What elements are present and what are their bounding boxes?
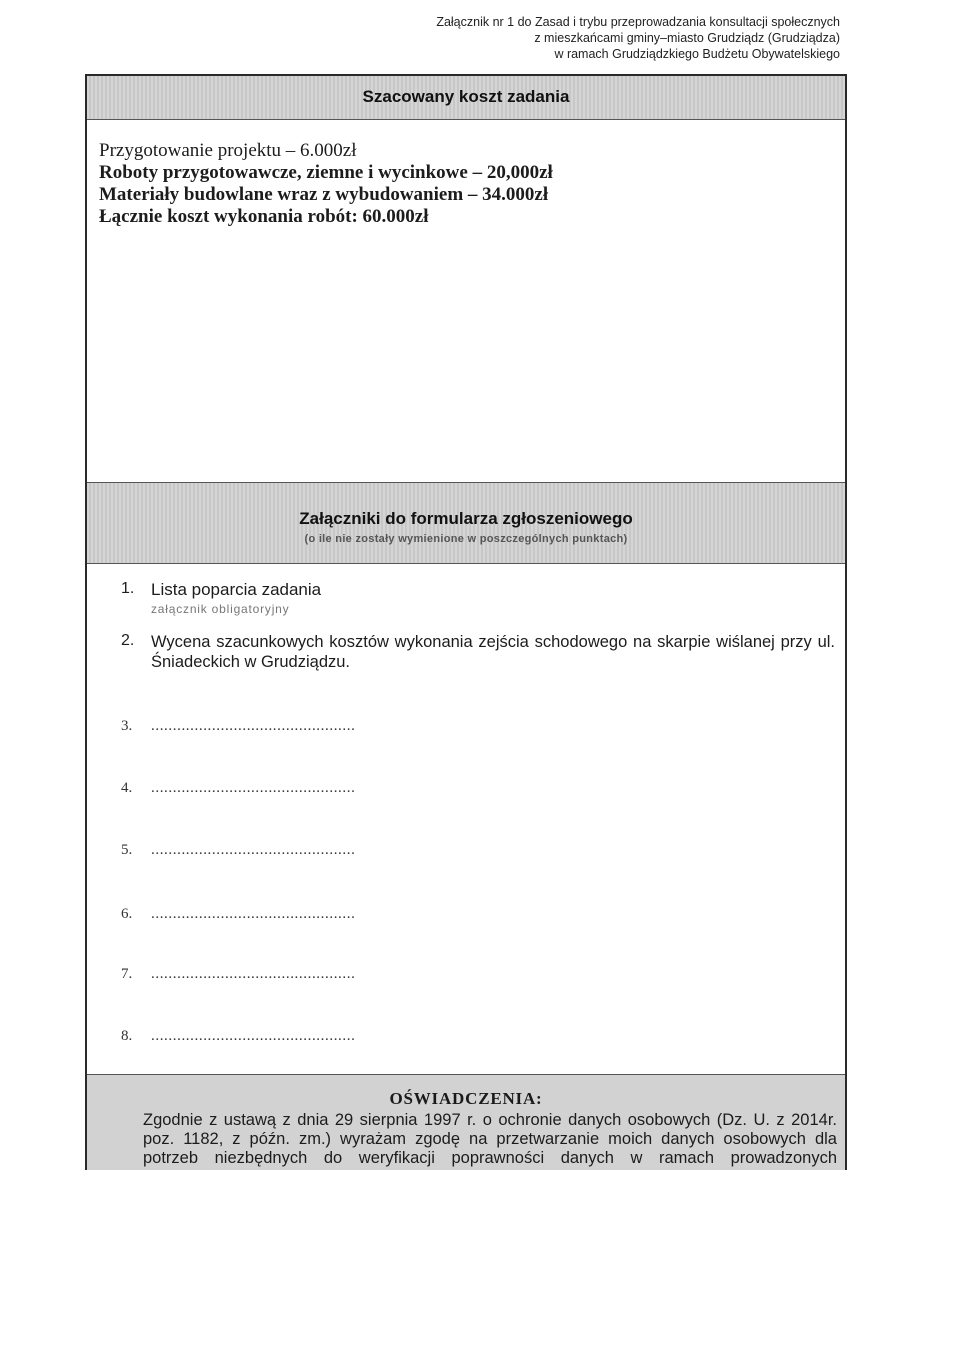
- attachment-item-6-number: 6.: [121, 906, 133, 922]
- attachment-item-3[interactable]: [121, 718, 355, 735]
- attachment-item-7-number: 7.: [121, 966, 133, 982]
- attachment-item-5-blank[interactable]: ...............................................: [151, 842, 356, 858]
- header-line-1: Załącznik nr 1 do Zasad i trybu przeprowadzania konsultacji społecznych: [436, 15, 840, 29]
- attachment-item-4-number: 4.: [121, 780, 133, 796]
- declarations-text: Zgodnie z ustawą z dnia 29 sierpnia 1997 r. o ochronie danych osobowych (Dz. U. z 2014r. poz. 1182, z późn. zm.) wyrażam zgodę na przetwarzanie moich danych osobowych dla potrzeb niezbędnych do weryfikacji poprawności danych w ramach prowadzonych: [143, 1111, 837, 1167]
- attachment-item-2-text: Wycena szacunkowych kosztów wykonania zejścia schodowego na skarpie wiślanej przy ul. Śniadeckich w Grudziądzu.: [151, 633, 835, 671]
- cost-line-total: Łącznie koszt wykonania robót: 60.000zł: [99, 206, 429, 227]
- attachments-section-header: [87, 482, 845, 564]
- declarations-title: OŚWIADCZENIA:: [389, 1089, 543, 1108]
- attachment-item-8[interactable]: [121, 1028, 355, 1045]
- attachment-item-6-blank[interactable]: ...............................................: [151, 906, 356, 922]
- attachment-item-5-number: 5.: [121, 842, 133, 858]
- attachment-item-1-note: załącznik obligatoryjny: [151, 602, 290, 616]
- attachment-item-6[interactable]: [121, 906, 355, 923]
- attachment-item-1-number: 1.: [121, 580, 135, 597]
- attachment-item-7-blank[interactable]: ...............................................: [151, 966, 356, 982]
- attachment-item-4-blank[interactable]: ...............................................: [151, 780, 356, 796]
- attachment-item-4[interactable]: [121, 780, 355, 797]
- cost-line-preparatory-works: Roboty przygotowawcze, ziemne i wycinkowe – 20,000zł: [99, 162, 553, 183]
- cost-section-title: Szacowany koszt zadania: [362, 87, 570, 106]
- header-line-3: w ramach Grudziądzkiego Budżetu Obywatelskiego: [554, 47, 840, 61]
- attachment-item-8-blank[interactable]: ...............................................: [151, 1028, 356, 1044]
- declarations-section: [87, 1074, 845, 1170]
- attachment-item-2: [115, 632, 835, 672]
- cost-breakdown: [99, 140, 553, 228]
- attachment-item-3-blank[interactable]: ...............................................: [151, 718, 356, 734]
- attachment-item-2-number: 2.: [121, 632, 135, 649]
- attachment-item-8-number: 8.: [121, 1028, 133, 1044]
- form-frame: [85, 74, 847, 1170]
- cost-section-header: [87, 76, 845, 120]
- attachment-header-note: [280, 14, 840, 62]
- attachments-section-title: Załączniki do formularza zgłoszeniowego: [299, 509, 633, 528]
- attachment-item-5[interactable]: [121, 842, 355, 859]
- attachment-item-1: [115, 580, 835, 616]
- cost-line-materials: Materiały budowlane wraz z wybudowaniem – 34.000zł: [99, 184, 549, 205]
- attachment-item-3-number: 3.: [121, 718, 133, 734]
- attachments-section-subtitle: (o ile nie zostały wymienione w poszczególnych punktach): [304, 533, 628, 545]
- attachment-item-1-text: Lista poparcia zadania: [151, 580, 322, 599]
- cost-line-project: Przygotowanie projektu – 6.000zł: [99, 140, 357, 161]
- header-line-2: z mieszkańcami gminy–miasto Grudziądz (Grudziądza): [534, 31, 840, 45]
- attachment-item-7[interactable]: [121, 966, 355, 983]
- attachments-list: [115, 580, 835, 672]
